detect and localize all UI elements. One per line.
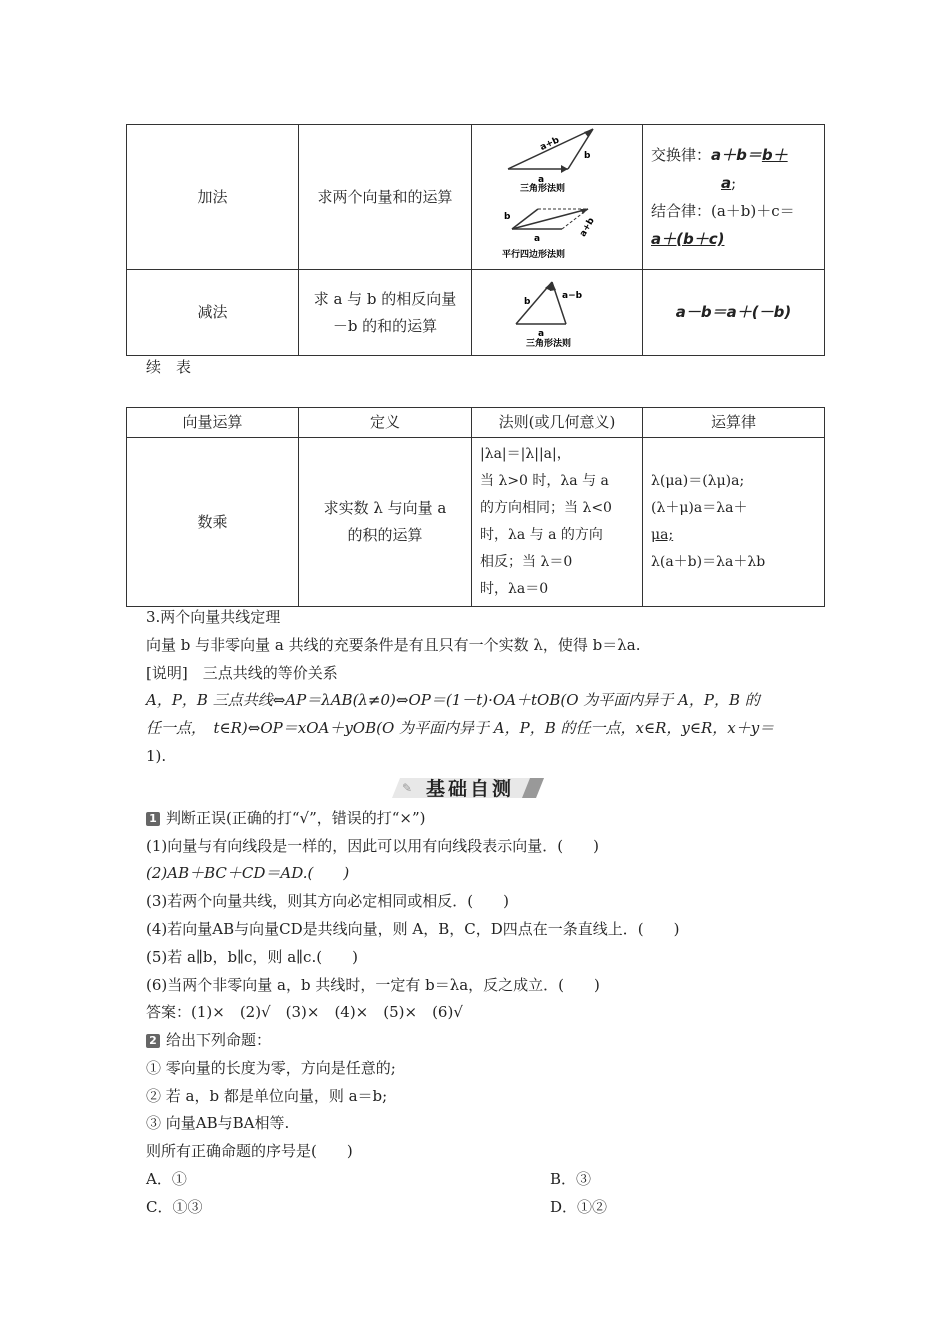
law-associative: 结合律：(a＋b)＋c＝ (651, 202, 795, 220)
q2-option-c: C．①③ (146, 1198, 203, 1216)
op-def-mul (299, 438, 472, 607)
rule-line-6: 时，λa＝0 (480, 581, 549, 597)
q1-item-2: (2)AB＋BC＋CD＝AD.( ) (146, 864, 350, 882)
law-commutative-label: 交换律： (651, 146, 712, 164)
subtraction-triangle-figure (498, 274, 618, 348)
header-operation: 向量运算 (127, 408, 299, 438)
mul-law-line-3: μa; (651, 527, 674, 543)
q2-option-b: B．③ (550, 1170, 592, 1188)
op-name-mul: 数乘 (127, 438, 299, 607)
sub-fig-label-amb: a−b (562, 291, 583, 301)
operations-table (126, 124, 825, 356)
section3-theorem: 向量 b 与非零向量 a 共线的充要条件是有且只有一个实数 λ，使得 b＝λa. (146, 636, 641, 654)
rule-line-3: 的方向相同；当 λ<0 (480, 500, 612, 516)
law-subtraction: a－b＝a＋(－b) (675, 303, 792, 321)
rule-line-5: 相反；当 λ＝0 (480, 554, 573, 570)
op-def-mul-line2: 的积的运算 (347, 526, 423, 544)
q2-option-d: D．①② (550, 1198, 608, 1216)
section3-eq-line2: 任一点， t∈R)⇔OP＝xOA＋yOB(O 为平面内异于 A，P，B 的任一点，x∈R，y∈R，x＋y＝ (146, 719, 775, 737)
q1-item-4: (4)若向量AB与向量CD是共线向量，则 A，B，C，D四点在一条直线上．( ) (146, 920, 680, 938)
law-associative-answer: a＋(b＋c) (651, 230, 725, 248)
q1-answer: 答案：(1)× (2)√ (3)× (4)× (5)× (6)√ (146, 1003, 463, 1021)
fig-label-ab: a+b (538, 135, 562, 153)
op-law-sub (643, 270, 825, 356)
q1-item-5: (5)若 a∥b，b∥c，则 a∥c.( ) (146, 948, 358, 966)
op-figure-add (472, 125, 643, 270)
q2-question: 则所有正确命题的序号是( ) (146, 1142, 353, 1160)
mul-law-line-4: λ(a＋b)＝λa＋λb (651, 554, 766, 570)
op-def-sub-line1: 求 a 与 b 的相反向量 (313, 289, 457, 308)
q2-title-text: 给出下列命题： (166, 1031, 272, 1049)
section3-eq-line3: 1). (146, 747, 167, 765)
header-law: 运算律 (643, 408, 825, 438)
sub-fig-label-a: a (538, 329, 545, 339)
q2-title (146, 1030, 271, 1050)
triangle-rule-figure (498, 125, 618, 195)
section-banner (390, 774, 550, 800)
q1-item-6: (6)当两个非零向量 a，b 共线时，一定有 b＝λa，反之成立．( ) (146, 976, 600, 994)
fig2-caption: 平行四边形法则 (502, 250, 566, 260)
scalar-multiplication-table (126, 407, 825, 607)
banner-title: 基础自测 (426, 778, 515, 800)
op-name-sub: 减法 (127, 270, 299, 356)
sub-fig-caption: 三角形法则 (526, 339, 572, 348)
law-commutative-tail: ; (731, 174, 737, 192)
rule-line-4: 时，λa 与 a 的方向 (480, 527, 603, 543)
op-law-add (643, 125, 825, 270)
op-def-add: 求两个向量和的运算 (299, 125, 472, 270)
q2-item-2: ② 若 a，b 都是单位向量，则 a＝b; (146, 1087, 388, 1105)
law-commutative-answer: b＋ (761, 146, 788, 164)
q1-item-3: (3)若两个向量共线，则其方向必定相同或相反．( ) (146, 892, 509, 910)
q1-number-badge: 1 (146, 812, 160, 826)
op-rule-mul (472, 438, 643, 607)
op-name-add: 加法 (127, 125, 299, 270)
q1-item-1: (1)向量与有向线段是一样的，因此可以用有向线段表示向量．( ) (146, 837, 599, 855)
q2-item-3: ③ 向量AB与BA相等. (146, 1114, 290, 1132)
section3-eq-line1: A，P，B 三点共线⇔AP＝λAB(λ≠0)⇔OP＝(1－t)·OA＋tOB(O 为平面内异于 A，P，B 的 (146, 691, 760, 709)
mul-law-line-2: (λ＋μ)a＝λa＋ (651, 500, 748, 516)
parallelogram-rule-figure (498, 197, 618, 263)
section3-note: [说明] 三点共线的等价关系 (146, 664, 338, 682)
svg-text:✎: ✎ (402, 781, 413, 795)
mul-law-line-1: λ(μa)＝(λμ)a; (651, 473, 745, 489)
fig2-label-a: a (534, 234, 541, 244)
fig-label-a: a (538, 175, 545, 185)
op-def-sub (299, 270, 472, 356)
op-def-mul-line1: 求实数 λ 与向量 a (323, 499, 447, 517)
op-law-mul (643, 438, 825, 607)
op-def-sub-line2: －b 的和的运算 (332, 316, 438, 335)
header-rule: 法则(或几何意义) (472, 408, 643, 438)
law-commutative-expr: a＋b＝ (711, 146, 762, 164)
q2-item-1: ① 零向量的长度为零，方向是任意的; (146, 1059, 396, 1077)
q2-option-a: A．① (146, 1170, 187, 1188)
q1-title (146, 808, 426, 828)
rule-line-2: 当 λ>0 时，λa 与 a (480, 473, 609, 489)
sub-fig-label-b: b (524, 297, 531, 307)
fig2-label-b: b (504, 212, 511, 222)
rule-line-1: |λa|＝|λ||a|， (480, 446, 571, 462)
q1-title-text: 判断正误(正确的打“√”，错误的打“×”) (166, 809, 426, 827)
fig1-caption: 三角形法则 (520, 184, 566, 194)
header-definition: 定义 (299, 408, 472, 438)
q2-number-badge: 2 (146, 1034, 160, 1048)
section3-title: 3.两个向量共线定理 (146, 608, 281, 626)
op-figure-sub (472, 270, 643, 356)
fig2-label-ab: a+b (578, 216, 597, 239)
continued-table-label: 续 表 (146, 358, 192, 376)
fig-label-b: b (584, 151, 591, 161)
law-commutative-answer-2: a (721, 174, 732, 192)
